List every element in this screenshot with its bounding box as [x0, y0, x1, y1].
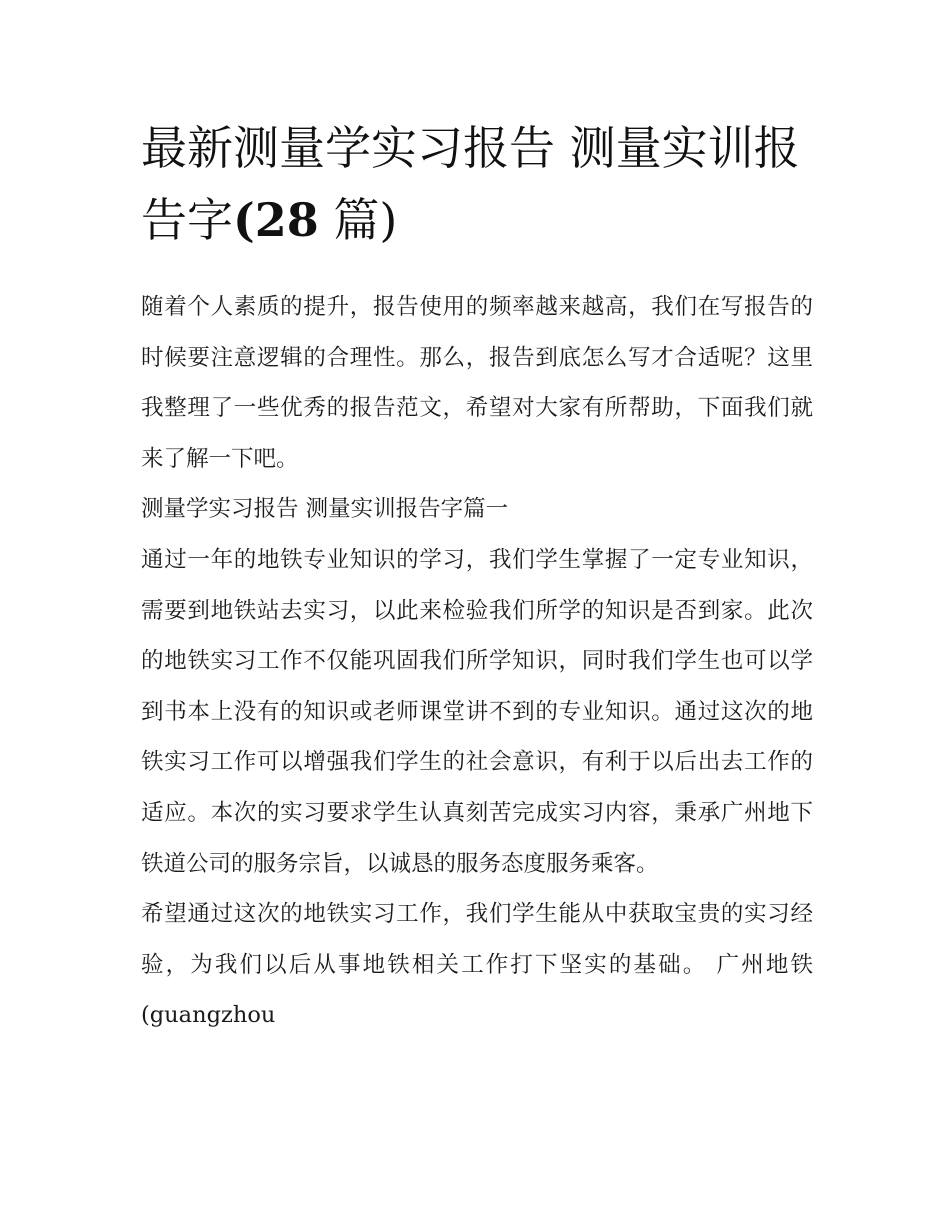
body-paragraph-2: 希望通过这次的地铁实习工作，我们学生能从中获取宝贵的实习经验，为我们以后从事地铁相关工作打下坚实的基础。 广州地铁(guangzhou — [141, 901, 813, 1029]
intro-paragraph: 随着个人素质的提升，报告使用的频率越来越高，我们在写报告的时候要注意逻辑的合理性。那么，报告到底怎么写才合适呢？这里我整理了一些优秀的报告范文，希望对大家有所帮助，下面我们就来了解一下吧。 — [141, 294, 813, 472]
document-content — [141, 112, 813, 1041]
document-title — [141, 112, 813, 256]
title-count: (28 — [233, 193, 319, 247]
title-tail: 篇) — [318, 193, 398, 247]
body-paragraph-1: 通过一年的地铁专业知识的学习，我们学生掌握了一定专业知识，需要到地铁站去实习，以此来检验我们所学的知识是否到家。此次的地铁实习工作不仅能巩固我们所学知识，同时我们学生也可以学到书本上没有的知识或老师课堂讲不到的专业知识。通过这次的地铁实习工作可以增强我们学生的社会意识，有利于以后出去工作的适应。本次的实习要求学生认真刻苦完成实习内容，秉承广州地下铁道公司的服务宗旨，以诚恳的服务态度服务乘客。 — [141, 546, 813, 877]
title-text: 最新测量学实习报告 测量实训报告字 — [141, 121, 800, 247]
section-heading: 测量学实习报告 测量实训报告字篇一 — [141, 496, 509, 523]
